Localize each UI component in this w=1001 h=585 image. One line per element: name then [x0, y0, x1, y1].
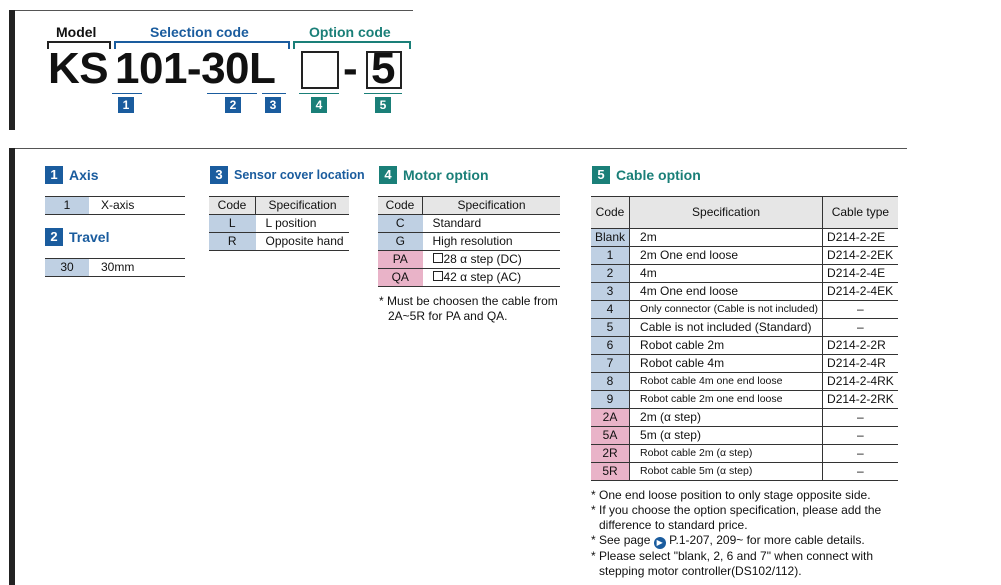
- sensor-code: R: [209, 233, 256, 251]
- cable-type: –: [823, 463, 898, 481]
- axis-table: [45, 196, 185, 215]
- top-divider: [15, 10, 413, 11]
- motor-note-line2: 2A~5R for PA and QA.: [388, 309, 508, 323]
- cable-code: 2A: [591, 409, 630, 427]
- table-row: [591, 337, 898, 355]
- axis-title-text: Axis: [69, 167, 99, 183]
- axis-num: 1: [45, 166, 63, 184]
- cable-code: Blank: [591, 229, 630, 247]
- motor-spec: 42 α step (AC): [443, 270, 522, 284]
- motor-code: G: [378, 233, 423, 251]
- motor-spec: High resolution: [423, 233, 561, 251]
- sensor-table: [209, 196, 349, 251]
- cable-spec: Robot cable 2m one end loose: [630, 391, 823, 409]
- square-symbol-icon: [433, 271, 443, 281]
- sensor-title: [210, 166, 365, 184]
- axis-title: [45, 166, 99, 184]
- marker-1-line: [112, 93, 142, 94]
- cable-code: 5R: [591, 463, 630, 481]
- marker-4-line: [299, 93, 339, 94]
- table-header-row: [378, 197, 560, 215]
- cable-type: –: [823, 301, 898, 319]
- table-row: [591, 391, 898, 409]
- cable-code: 5: [591, 319, 630, 337]
- cable-type: –: [823, 319, 898, 337]
- motor-table: [378, 196, 560, 287]
- cable-code: 4: [591, 301, 630, 319]
- travel-spec: 30mm: [89, 259, 185, 277]
- motor-header-code: Code: [378, 197, 423, 215]
- selection-code: 101-30L: [115, 44, 276, 93]
- travel-title-text: Travel: [69, 229, 110, 245]
- cable-notes: [591, 488, 881, 579]
- cable-title: [592, 166, 701, 184]
- cable-header-spec: Specification: [630, 197, 823, 229]
- option-value: 5: [371, 44, 395, 93]
- marker-2-line: [207, 93, 257, 94]
- cable-code: 2R: [591, 445, 630, 463]
- motor-num: 4: [379, 166, 397, 184]
- table-row: [378, 233, 560, 251]
- motor-spec-cell: [423, 269, 561, 287]
- table-row: [591, 283, 898, 301]
- motor-spec-cell: [423, 251, 561, 269]
- marker-3: 3: [265, 97, 281, 113]
- motor-note: [379, 294, 558, 324]
- sensor-header-code: Code: [209, 197, 256, 215]
- axis-spec: X-axis: [89, 197, 185, 215]
- table-row: [591, 427, 898, 445]
- table-header-row: [591, 197, 898, 229]
- marker-2: 2: [225, 97, 241, 113]
- cable-spec: Robot cable 4m one end loose: [630, 373, 823, 391]
- square-symbol-icon: [433, 253, 443, 263]
- cable-type: D214-2-2RK: [823, 391, 898, 409]
- table-row: [45, 197, 185, 215]
- table-row: [591, 355, 898, 373]
- motor-code: PA: [378, 251, 423, 269]
- sensor-code: L: [209, 215, 256, 233]
- bottom-left-bar: [9, 148, 15, 585]
- top-left-bar: [9, 10, 15, 130]
- cable-spec: Robot cable 2m (α step): [630, 445, 823, 463]
- motor-spec: 28 α step (DC): [443, 252, 522, 266]
- cable-type: D214-2-4RK: [823, 373, 898, 391]
- table-row: [591, 265, 898, 283]
- cable-code: 9: [591, 391, 630, 409]
- travel-table: [45, 258, 185, 277]
- cable-note-3: [591, 533, 881, 549]
- motor-header-spec: Specification: [423, 197, 561, 215]
- cable-note-3b: P.1-207, 209~ for more cable details.: [669, 533, 865, 547]
- table-row: [591, 247, 898, 265]
- sensor-header-spec: Specification: [256, 197, 350, 215]
- cable-type: D214-2-2EK: [823, 247, 898, 265]
- cable-spec: Only connector (Cable is not included): [630, 301, 823, 319]
- cable-type: D214-2-2R: [823, 337, 898, 355]
- cable-note-2: * If you choose the option specification, please add the: [591, 503, 882, 517]
- cable-spec: Robot cable 2m: [630, 337, 823, 355]
- cable-code: 8: [591, 373, 630, 391]
- table-row: [591, 301, 898, 319]
- cable-code: 7: [591, 355, 630, 373]
- marker-4: 4: [311, 97, 327, 113]
- cable-spec: 2m: [630, 229, 823, 247]
- motor-title-text: Motor option: [403, 167, 489, 183]
- model-label: Model: [56, 24, 97, 40]
- sensor-num: 3: [210, 166, 228, 184]
- sensor-title-text: Sensor cover location: [234, 168, 365, 182]
- cable-spec: 4m: [630, 265, 823, 283]
- marker-3-line: [262, 93, 286, 94]
- cable-header-code: Code: [591, 197, 630, 229]
- cable-type: D214-2-2E: [823, 229, 898, 247]
- cable-type: –: [823, 445, 898, 463]
- cable-title-text: Cable option: [616, 167, 701, 183]
- cable-spec: 5m (α step): [630, 427, 823, 445]
- cable-code: 5A: [591, 427, 630, 445]
- cable-note-1: * One end loose position to only stage opposite side.: [591, 488, 871, 502]
- motor-spec: Standard: [423, 215, 561, 233]
- option-code-label: Option code: [309, 24, 391, 40]
- axis-code: 1: [45, 197, 89, 215]
- travel-code: 30: [45, 259, 89, 277]
- marker-5: 5: [375, 97, 391, 113]
- cable-type: –: [823, 409, 898, 427]
- table-row: [591, 445, 898, 463]
- marker-5-line: [364, 93, 402, 94]
- cable-note-2b: difference to standard price.: [599, 518, 748, 532]
- table-row: [591, 463, 898, 481]
- cable-code: 6: [591, 337, 630, 355]
- cable-table-body: [591, 229, 898, 481]
- cable-spec: 2m (α step): [630, 409, 823, 427]
- page-arrow-icon: ▶: [654, 537, 666, 549]
- cable-num: 5: [592, 166, 610, 184]
- cable-type: D214-2-4R: [823, 355, 898, 373]
- option-dash: -: [343, 44, 358, 93]
- motor-title: [379, 166, 489, 184]
- middle-divider: [15, 148, 907, 149]
- cable-code: 2: [591, 265, 630, 283]
- marker-1: 1: [118, 97, 134, 113]
- cable-table: [591, 196, 898, 481]
- model-code: KS: [48, 44, 109, 93]
- sensor-spec: Opposite hand: [256, 233, 350, 251]
- motor-code: QA: [378, 269, 423, 287]
- table-row: [45, 259, 185, 277]
- cable-spec: Robot cable 5m (α step): [630, 463, 823, 481]
- option-blank-box: [301, 51, 339, 89]
- table-row: [209, 233, 349, 251]
- cable-spec: Cable is not included (Standard): [630, 319, 823, 337]
- table-row: [378, 251, 560, 269]
- motor-code: C: [378, 215, 423, 233]
- cable-header-type: Cable type: [823, 197, 898, 229]
- table-row: [591, 409, 898, 427]
- motor-note-line1: * Must be choosen the cable from: [379, 294, 558, 308]
- cable-type: –: [823, 427, 898, 445]
- travel-title: [45, 228, 109, 246]
- selection-code-label: Selection code: [150, 24, 249, 40]
- cable-spec: Robot cable 4m: [630, 355, 823, 373]
- cable-type: D214-2-4E: [823, 265, 898, 283]
- sensor-spec: L position: [256, 215, 350, 233]
- table-row: [378, 269, 560, 287]
- table-row: [378, 215, 560, 233]
- cable-note-4: * Please select "blank, 2, 6 and 7" when connect with: [591, 549, 874, 563]
- table-row: [591, 373, 898, 391]
- table-row: [209, 215, 349, 233]
- table-row: [591, 319, 898, 337]
- cable-spec: 2m One end loose: [630, 247, 823, 265]
- cable-spec: 4m One end loose: [630, 283, 823, 301]
- cable-type: D214-2-4EK: [823, 283, 898, 301]
- table-header-row: [209, 197, 349, 215]
- table-row: [591, 229, 898, 247]
- cable-note-3a: * See page: [591, 533, 651, 547]
- travel-num: 2: [45, 228, 63, 246]
- cable-note-4b: stepping motor controller(DS102/112).: [599, 564, 802, 578]
- cable-code: 1: [591, 247, 630, 265]
- cable-code: 3: [591, 283, 630, 301]
